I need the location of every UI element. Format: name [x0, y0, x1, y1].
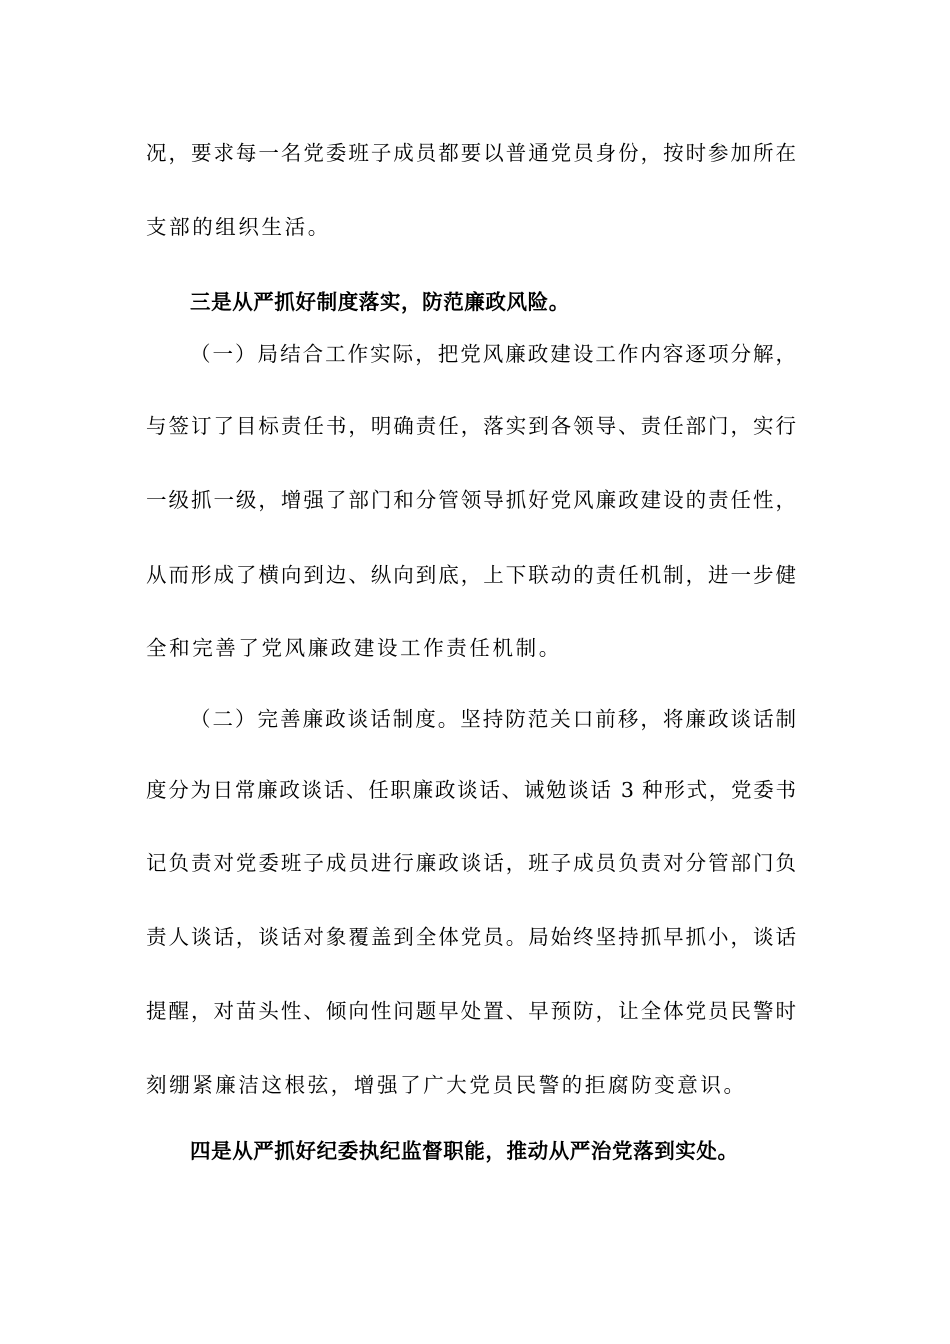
paragraph-1-line: 与签订了目标责任书，明确责任，落实到各领导、责任部门，实行 [146, 414, 796, 438]
paragraph-1-line: （一）局结合工作实际，把党风廉政建设工作内容逐项分解， [190, 342, 796, 366]
body-text-line: 况，要求每一名党委班子成员都要以普通党员身份，按时参加所在 [146, 141, 796, 165]
paragraph-2-line: 记负责对党委班子成员进行廉政谈话，班子成员负责对分管部门负 [146, 851, 796, 875]
paragraph-1-line: 一级抓一级，增强了部门和分管领导抓好党风廉政建设的责任性， [146, 488, 796, 512]
paragraph-2-line: （二）完善廉政谈话制度。坚持防范关口前移，将廉政谈话制 [190, 707, 796, 731]
body-text-line: 支部的组织生活。 [146, 215, 331, 239]
paragraph-2-line: 提醒，对苗头性、倾向性问题早处置、早预防，让全体党员民警时 [146, 999, 796, 1023]
paragraph-1-line: 从而形成了横向到边、纵向到底，上下联动的责任机制，进一步健 [146, 563, 796, 587]
paragraph-2-line: 度分为日常廉政谈话、任职廉政谈话、诫勉谈话 3 种形式，党委书 [146, 778, 796, 802]
section-heading-3: 三是从严抓好制度落实，防范廉政风险。 [190, 290, 570, 314]
section-heading-4: 四是从严抓好纪委执纪监督职能，推动从严治党落到实处。 [190, 1139, 739, 1163]
paragraph-2-line: 刻绷紧廉洁这根弦，增强了广大党员民警的拒腐防变意识。 [146, 1073, 747, 1097]
paragraph-2-line: 责人谈话，谈话对象覆盖到全体党员。局始终坚持抓早抓小，谈话 [146, 925, 796, 949]
paragraph-1-line: 全和完善了党风廉政建设工作责任机制。 [146, 636, 562, 660]
